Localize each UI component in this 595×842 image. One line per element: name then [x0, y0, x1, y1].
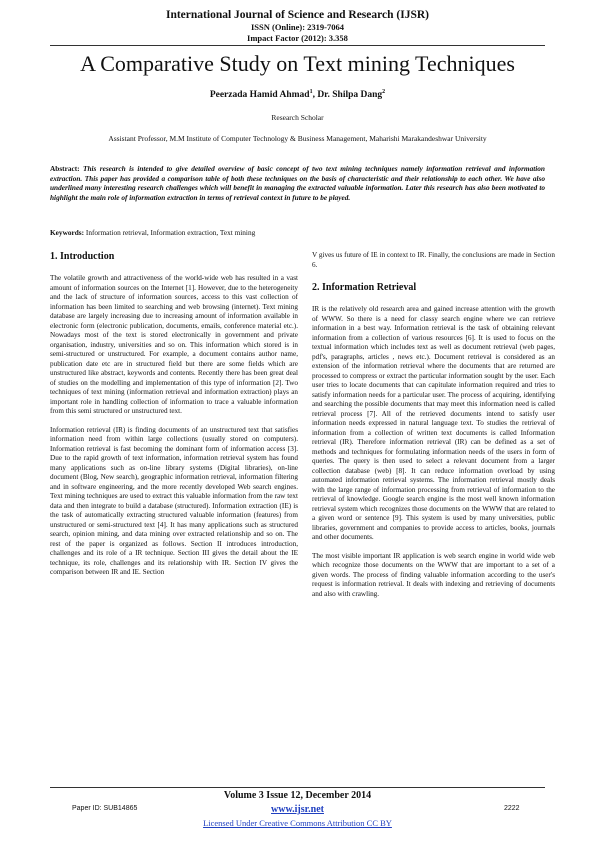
journal-impact-factor: Impact Factor (2012): 3.358: [247, 33, 348, 43]
footer-website-link[interactable]: www.ijsr.net: [271, 804, 324, 815]
footer-page-number: 2222: [504, 805, 520, 812]
footer-license-link[interactable]: Licensed Under Creative Commons Attribution CC BY: [203, 818, 392, 828]
footer-volume: Volume 3 Issue 12, December 2014: [223, 790, 372, 801]
keywords: [50, 228, 545, 237]
footer-rule: [50, 787, 545, 788]
keywords-text: Information retrieval, Information extraction, Text mining: [85, 228, 256, 237]
paper-title: A Comparative Study on Text mining Techniques: [80, 51, 515, 76]
author-role: Research Scholar: [271, 113, 324, 122]
introduction-paragraph-1: The volatile growth and attractiveness of the world-wide web has resulted in a vast amount of information sources on the Internet [1]. However, due to the heterogeneity and the lack of structure of information sources, access to this vast collection of information has been limited to searching and web browsing (internet). Text mining database are largely increasing due to increasing amount of information available in electronic form (electronic publication, documents, emails, conference material etc.). Nowadays most of the text is stored electronically in government and private organisation, industry, universities and so on. This information which stored is in semi-structured or unstructured. For example, a document contains author name, publication date etc are in structured field but there are some fields which are unstructured like abstract, keywords and contents. Recently there has been great deal of studies on the modelling and implementation of this type of information [2]. Two techniques of text mining (information retrieval and information extraction) plays an important role in handling collection of information to trace a valuable information from this semi structured or unstructured text.: [50, 274, 298, 415]
journal-issn: ISSN (Online): 2319-7064: [250, 22, 345, 32]
keywords-label: Keywords:: [50, 228, 85, 237]
journal-name: International Journal of Science and Research (IJSR): [165, 9, 429, 21]
author-1-name: Peerzada Hamid Ahmad: [209, 90, 310, 101]
abstract-label: Abstract:: [50, 164, 80, 173]
introduction-paragraph-2: Information retrieval (IR) is finding documents of an unstructured text that satisfies information need from within large collections (usually stored on computers). Information retrieval is fast becoming the dominant form of information access [3]. Due to the rapid growth of text information, information retrieval system has found many applications such as on-line library systems (Digital libraries), on-line document (Blog, New search), geographic information retrieval, information filtering and in software engineering, and the more recently developed Web search engines. Text mining techniques are used to extract this valuable information from the raw text data and then integrate to build a database (structured). Information extraction (IE) is the task of automatically extracting structured valuable information (features) from unstructured or semi-structured text [4]. It has many applications such as structured search, opinion mining, and data mining over extracted relationship and so on. The rest of the paper is organized as follows. Section II introduces introduction, challenges and its role of a IR technique. Section III gives the detail about the IE technique, its role, challenges and its relationship with IR. Section IV gives the comparison between IR and IE. Section: [50, 425, 298, 576]
abstract-text: This research is intended to give detailed overview of basic concept of two text mining techniques namely information retrieval and information extraction. This paper has provided a comparison table of both these techniques on the basis of characteristic and their relationship to each other. We have also underlined many interesting research challenges which will benefit in managing the extracted valuable information. Later this research has also been motivated to highlight the main role of information extraction in terms of retrieval context in future to be played.: [50, 164, 545, 202]
abstract: [50, 164, 545, 202]
footer-paper-id: Paper ID: SUB14865: [72, 805, 138, 812]
right-column: [312, 251, 555, 599]
author-2-name: , Dr. Shilpa Dang: [312, 90, 383, 101]
information-retrieval-heading: 2. Information Retrieval: [312, 282, 417, 293]
author-2-marker: 2: [382, 89, 386, 95]
information-retrieval-paragraph-2: The most visible important IR application is web search engine in world wide web which recognize those documents on the WWW that are important to a set of a given words. The process of finding valuable information according to the user's request is information retrieval. It deals with indexing and retrieving of documents and also with crawling.: [312, 551, 555, 598]
left-column: [50, 251, 298, 578]
introduction-continuation: V gives us future of IE in context to IR. Finally, the conclusions are made in Section 6.: [312, 251, 555, 269]
introduction-heading: 1. Introduction: [50, 251, 115, 262]
information-retrieval-paragraph-1: IR is the relatively old research area and gained increase attention with the growth of WWW. So there is a need for classy search engine where we can retrieve information in a best way. Information retrieval is the task of obtaining relevant information from a collection of various resources [6]. It is used to focus on the textual information which includes text as well as document retrieval (web pages, pdf's, paragraphs, articles , news etc.). Document retrieval is considered as an extension of the information retrieval where the documents that are returned are processed to compress or extract the particular information sought by the user. Each user tries to locate documents that can capitulate information required and tries to satisfy information needs for a particular user. The process of acquiring, identifying and searching the possible documents that may meet this information need is called retrieval process [7]. All of the retrieved documents intend to satisfy user information needs expressed in natural language text. To studies the retrieval of information from a collection of written text documents is called Information retrieval (IR). Therefore information retrieval (IR) can be defined as a set of methods and techniques for formulating information needs of the users in form of queries. The query is then used to select a relevant document from a larger collection database (web) [8]. It can reduce information overload by using automated information retrieval systems. The information retrieval mostly deals with the large range of information processing from retrieval of information to the retrieval of knowledge. Google search engine is the most well known information retrieval system which recognizes those documents on the WWW that are related to a given word or sentence [9]. This system is used by many universities, public libraries, government and companies to provide access to articles, books, journals and other documents.: [312, 305, 555, 541]
author-affiliation: Assistant Professor, M.M Institute of Computer Technology & Business Management, Maharishi Marakandeshwar University: [108, 134, 487, 143]
author-1-marker: 1: [309, 89, 313, 95]
paper-authors: [0, 89, 595, 100]
header-rule: [50, 45, 545, 46]
